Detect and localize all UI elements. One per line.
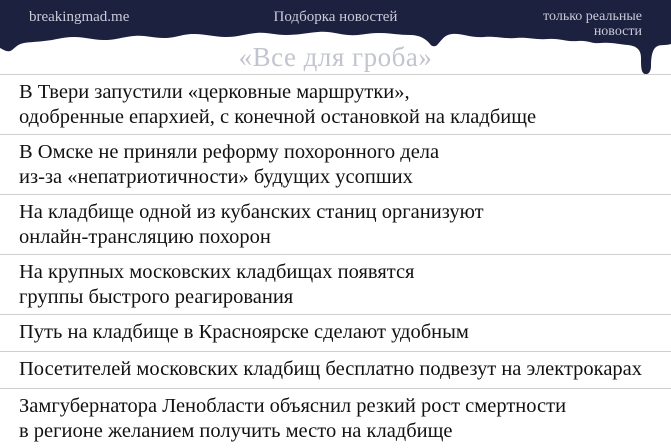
news-item-line-2: из-за «непатриотичности» будущих усопших [19, 166, 413, 188]
news-item[interactable] [0, 194, 671, 254]
news-item-line-1: В Твери запустили «церковные маршрутки», [19, 81, 410, 103]
news-item-line-1: Путь на кладбище в Красноярске сделают удобным [19, 321, 469, 343]
news-item-line-1: На кладбище одной из кубанских станиц организуют [19, 201, 484, 223]
news-item[interactable] [0, 134, 671, 194]
news-item[interactable] [0, 74, 671, 134]
news-item[interactable] [0, 254, 671, 314]
site-name-link[interactable]: breakingmad.me [29, 9, 130, 25]
news-item-line-1: Посетителей московских кладбищ бесплатно подвезут на электрокарах [19, 358, 643, 380]
news-item-line-2: онлайн-трансляцию похорон [19, 226, 271, 248]
news-item-line-1: В Омске не приняли реформу похоронного дела [19, 141, 440, 163]
news-item-line-2: группы быстрого реагирования [19, 286, 294, 308]
news-item[interactable] [0, 388, 671, 448]
news-item-line-2: одобренные епархией, с конечной остановкой на кладбище [19, 106, 537, 128]
tagline-line-2: новости [593, 24, 642, 39]
tagline [543, 9, 642, 39]
news-list [0, 74, 671, 448]
news-item-line-1: Замгубернатора Ленобласти объяснил резкий рост смертности [19, 395, 567, 417]
news-item-line-2: в регионе желанием получить место на кладбище [19, 420, 453, 442]
page-title: «Все для гроба» [238, 42, 433, 72]
tagline-line-1: только реальные [543, 9, 642, 24]
section-title-link[interactable]: Подборка новостей [273, 9, 398, 25]
news-item[interactable] [0, 314, 671, 351]
news-item[interactable] [0, 351, 671, 388]
news-item-line-1: На крупных московских кладбищах появятся [19, 261, 415, 283]
